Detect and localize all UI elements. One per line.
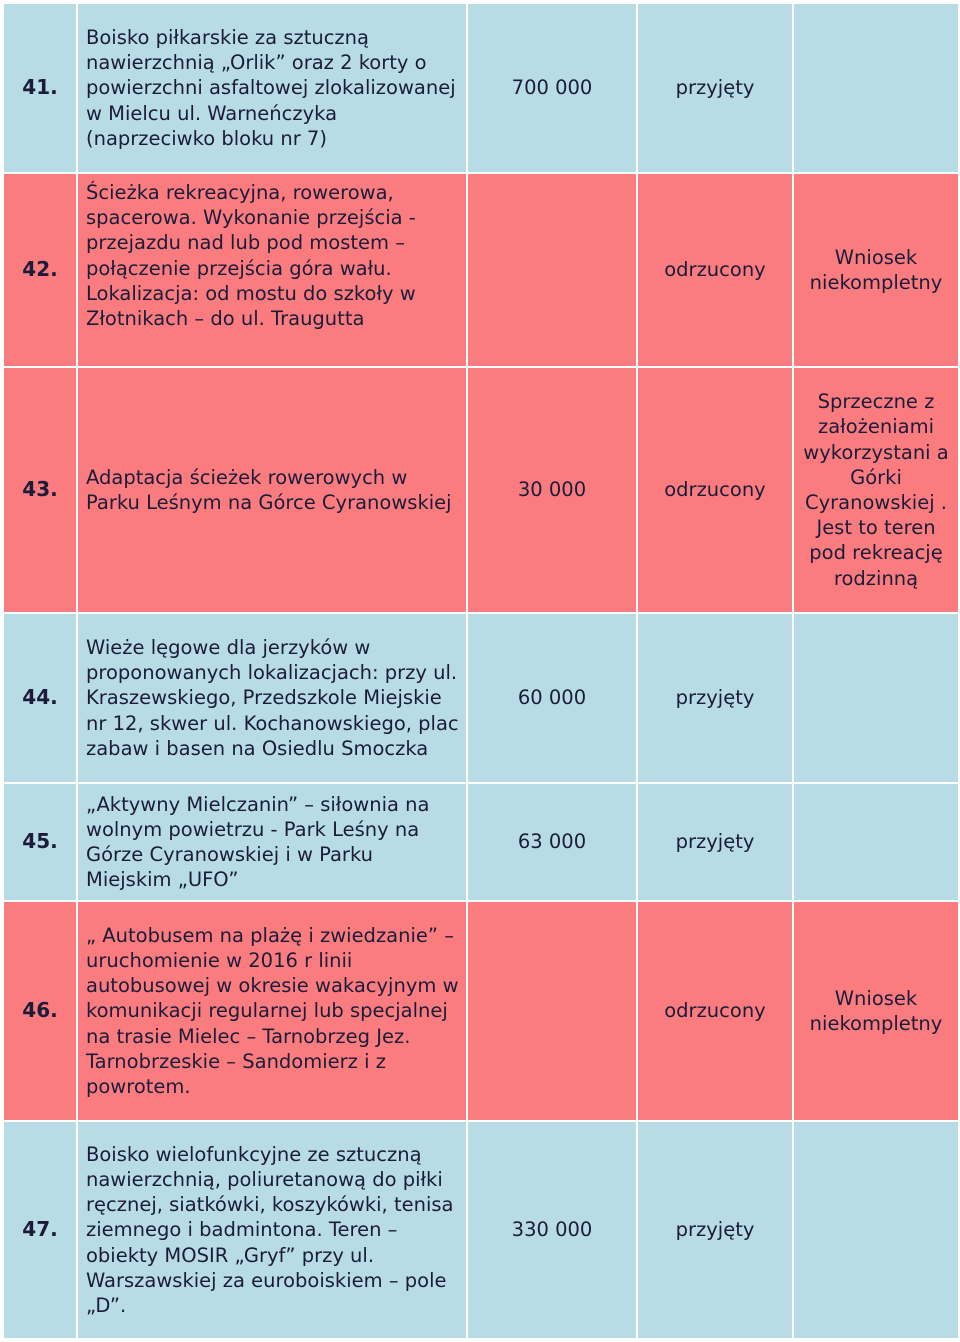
table-row	[3, 367, 959, 613]
project-amount: 63 000	[467, 783, 637, 901]
table-row	[3, 901, 959, 1121]
project-title: „ Autobusem na plażę i zwiedzanie” – uruchomienie w 2016 r linii autobusowej w okresie wakacyjnym w komunikacji regularnej lub specjalnej na trasie Mielec – Tarnobrzeg Jez. Tarnobrzeskie – Sandomierz i z powrotem.	[77, 901, 467, 1121]
project-status: odrzucony	[637, 173, 793, 367]
project-number: 42.	[3, 173, 77, 367]
project-status: przyjęty	[637, 783, 793, 901]
project-amount: 330 000	[467, 1121, 637, 1339]
project-number: 47.	[3, 1121, 77, 1339]
project-amount	[467, 901, 637, 1121]
project-status: przyjęty	[637, 613, 793, 783]
project-title: „Aktywny Mielczanin” – siłownia na wolnym powietrzu - Park Leśny na Górze Cyranowskiej i w Parku Miejskim „UFO”	[77, 783, 467, 901]
project-note	[793, 783, 959, 901]
project-number: 41.	[3, 3, 77, 173]
project-number: 46.	[3, 901, 77, 1121]
table-row	[3, 783, 959, 901]
project-amount: 30 000	[467, 367, 637, 613]
project-number: 43.	[3, 367, 77, 613]
project-title: Ścieżka rekreacyjna, rowerowa, spacerowa. Wykonanie przejścia - przejazdu nad lub pod mostem – połączenie przejścia góra wału. Lokalizacja: od mostu do szkoły w Złotnikach – do ul. Traugutta	[77, 173, 467, 367]
project-amount	[467, 173, 637, 367]
projects-table	[2, 2, 960, 1340]
project-note: Wniosek niekompletny	[793, 901, 959, 1121]
table-row	[3, 173, 959, 367]
project-status: odrzucony	[637, 901, 793, 1121]
project-note: Wniosek niekompletny	[793, 173, 959, 367]
table-row	[3, 3, 959, 173]
project-title: Wieże lęgowe dla jerzyków w proponowanych lokalizacjach: przy ul. Kraszewskiego, Przedszkole Miejskie nr 12, skwer ul. Kochanowskiego, plac zabaw i basen na Osiedlu Smoczka	[77, 613, 467, 783]
project-number: 45.	[3, 783, 77, 901]
project-amount: 700 000	[467, 3, 637, 173]
project-note: Sprzeczne z założeniami wykorzystani a Górki Cyranowskiej . Jest to teren pod rekreację rodzinną	[793, 367, 959, 613]
project-title: Boisko wielofunkcyjne ze sztuczną nawierzchnią, poliuretanową do piłki ręcznej, siatkówki, koszykówki, tenisa ziemnego i badmintona. Teren – obiekty MOSIR „Gryf” przy ul. Warszawskiej za euroboiskiem – pole „D”.	[77, 1121, 467, 1339]
project-note	[793, 1121, 959, 1339]
project-note	[793, 613, 959, 783]
project-number: 44.	[3, 613, 77, 783]
project-status: przyjęty	[637, 3, 793, 173]
project-status: przyjęty	[637, 1121, 793, 1339]
table-row	[3, 613, 959, 783]
table-row	[3, 1121, 959, 1339]
project-title: Adaptacja ścieżek rowerowych w Parku Leśnym na Górce Cyranowskiej	[77, 367, 467, 613]
project-amount: 60 000	[467, 613, 637, 783]
project-status: odrzucony	[637, 367, 793, 613]
project-note	[793, 3, 959, 173]
project-title: Boisko piłkarskie za sztuczną nawierzchnią „Orlik” oraz 2 korty o powierzchni asfaltowej zlokalizowanej w Mielcu ul. Warneńczyka (naprzeciwko bloku nr 7)	[77, 3, 467, 173]
